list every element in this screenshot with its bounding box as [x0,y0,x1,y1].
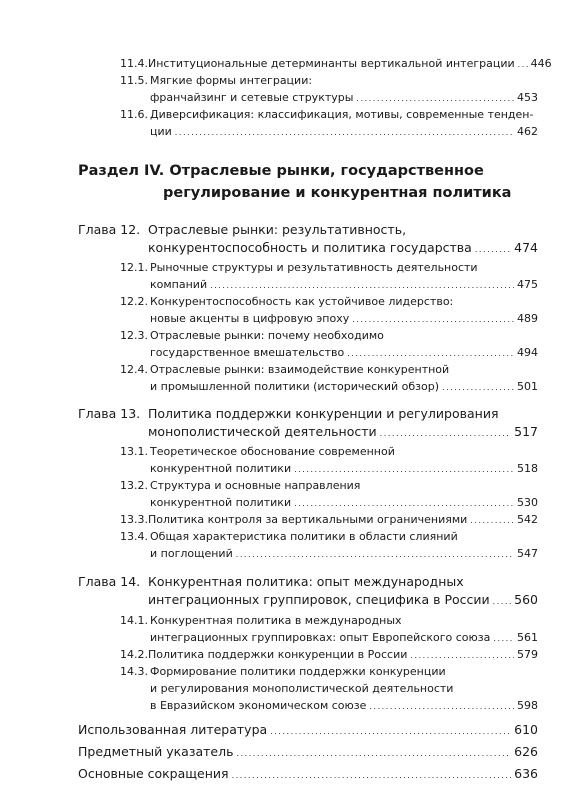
dot-leader [270,722,511,737]
entry-page: 530 [517,496,538,509]
section-title-line1: Раздел IV. Отраслевые рынки, государственное [78,163,484,179]
entry-page: 494 [517,346,538,359]
entry-page: 518 [517,462,538,475]
dot-leader [356,91,514,104]
toc-entry-12-2-cont[interactable] [150,312,538,325]
toc-entry-13-1-cont[interactable] [150,462,538,475]
entry-title: новые акценты в цифровую эпоху [150,312,350,325]
entry-title: Институциональные детерминанты вертикальной интеграции [148,57,515,70]
entry-page: 489 [517,312,538,325]
chapter-12-title[interactable]: Отраслевые рынки: результативность, [148,222,407,237]
chapter-14-title[interactable]: Конкурентная политика: опыт международных [148,574,464,589]
entry-title: ции [150,125,172,138]
entry-title: интеграционных группировках: опыт Европейского союза [150,631,491,644]
entry-title: Диверсификация: классификация, мотивы, современные тенден- [150,108,534,121]
chapter-title: монополистической деятельности [148,424,377,439]
toc-entry-14-3-cont1[interactable] [150,682,453,695]
chapter-14-title-cont[interactable] [148,592,538,607]
entry-page: 610 [514,722,538,737]
entry-title: Общая характеристика политики в области слияний [150,530,458,543]
chapter-title: конкурентоспособность и политика государства [148,240,472,255]
toc-entry-14-1-cont[interactable] [150,631,538,644]
section-title-line2: регулирование и конкурентная политика [163,185,512,201]
entry-title: Отраслевые рынки: почему необходимо [150,329,384,342]
toc-entry-12-1[interactable] [120,261,478,274]
entry-title: государственное вмешательство [150,346,345,359]
chapter-13-title[interactable]: Политика поддержки конкуренции и регулирования [148,406,499,421]
toc-entry-12-3[interactable] [120,329,384,342]
toc-entry-13-4[interactable] [120,530,458,543]
dot-leader [470,513,514,526]
chapter-12-title-cont[interactable] [148,240,538,255]
chapter-14-label: Глава 14. [78,574,141,589]
toc-entry-13-3[interactable] [120,513,538,526]
chapter-12-label: Глава 12. [78,222,141,237]
entry-number: 14.3. [120,665,148,678]
entry-title: Использованная литература [78,722,268,737]
entry-title: Конкурентоспособность как устойчивое лидерство: [150,295,454,308]
toc-entry-11-5-cont[interactable] [150,91,538,104]
entry-title: Основные сокращения [78,766,229,781]
toc-entry-12-4-cont[interactable] [150,380,538,393]
chapter-page: 474 [514,240,538,255]
entry-number: 12.3. [120,329,148,342]
dot-leader [518,57,528,70]
entry-title: и регулирования монополистической деятельности [150,682,454,695]
chapter-title: интеграционных группировок, специфика в России [148,592,490,607]
toc-entry-13-2[interactable] [120,479,360,492]
entry-number: 11.6. [120,108,148,121]
toc-entry-13-4-cont[interactable] [150,547,538,560]
entry-page: 462 [517,125,538,138]
entry-number: 12.2. [120,295,148,308]
entry-title: Рыночные структуры и результативность деятельности [150,261,478,274]
entry-number: 12.4. [120,363,148,376]
toc-entry-11-4[interactable] [120,57,552,70]
toc-end-abbreviations[interactable] [78,766,538,781]
toc-entry-11-6[interactable] [120,108,538,121]
toc-entry-11-5[interactable] [120,74,538,87]
dot-leader [475,240,511,255]
entry-page: 579 [517,648,538,661]
toc-entry-11-6-cont[interactable] [150,125,538,138]
entry-page: 501 [517,380,538,393]
entry-number: 13.1. [120,445,148,458]
toc-entry-12-2[interactable] [120,295,453,308]
entry-title: конкурентной политики [150,496,292,509]
dot-leader [210,278,514,291]
entry-title: Теоретическое обоснование современной [150,445,395,458]
entry-title: Мягкие формы интеграции: [150,74,313,87]
dot-leader [442,380,514,393]
entry-title: Формирование политики поддержки конкуренции [150,665,446,678]
dot-leader [493,592,512,607]
entry-page: 446 [530,57,552,70]
dot-leader [352,312,514,325]
entry-title: Конкурентная политика в международных [150,614,402,627]
toc-end-index[interactable] [78,744,538,759]
entry-page: 453 [517,91,538,104]
entry-page: 636 [514,766,538,781]
dot-leader [232,766,512,781]
dot-leader [380,424,512,439]
chapter-page: 517 [514,424,538,439]
dot-leader [236,547,514,560]
dot-leader [294,462,514,475]
toc-entry-14-3-cont2[interactable] [150,699,538,712]
chapter-13-title-cont[interactable] [148,424,538,439]
entry-title: компаний [150,278,208,291]
entry-title: и поглощений [150,547,233,560]
entry-number: 13.2. [120,479,148,492]
dot-leader [369,699,514,712]
entry-page: 475 [517,278,538,291]
entry-title: Отраслевые рынки: взаимодействие конкурентной [150,363,450,376]
dot-leader [410,648,514,661]
toc-entry-13-1[interactable] [120,445,395,458]
toc-entry-14-1[interactable] [120,614,402,627]
entry-title: Структура и основные направления [150,479,361,492]
dot-leader [236,744,511,759]
entry-page: 598 [517,699,538,712]
chapter-13-label: Глава 13. [78,406,141,421]
entry-title: франчайзинг и сетевые структуры [150,91,354,104]
entry-number: 12.1. [120,261,148,274]
toc-end-references[interactable] [78,722,538,737]
entry-number: 11.5. [120,74,148,87]
entry-title: Политика контроля за вертикальными ограничениями [148,513,468,526]
entry-title: конкурентной политики [150,462,292,475]
entry-number: 13.4. [120,530,148,543]
dot-leader [493,631,514,644]
chapter-page: 560 [514,592,538,607]
toc-entry-14-2[interactable] [120,648,538,661]
toc-entry-13-2-cont[interactable] [150,496,538,509]
entry-title: Предметный указатель [78,744,234,759]
dot-leader [347,346,514,359]
dot-leader [175,125,514,138]
entry-title: и промышленной политики (исторический обзор) [150,380,439,393]
toc-entry-12-3-cont[interactable] [150,346,538,359]
entry-page: 561 [517,631,538,644]
entry-page: 542 [517,513,538,526]
toc-entry-12-4[interactable] [120,363,449,376]
entry-number: 14.2. [120,648,148,661]
entry-page: 626 [514,744,538,759]
entry-number: 13.3. [120,513,148,526]
toc-entry-12-1-cont[interactable] [150,278,538,291]
entry-title: в Евразийском экономическом союзе [150,699,367,712]
entry-number: 11.4. [120,57,148,70]
entry-page: 547 [517,547,538,560]
entry-number: 14.1. [120,614,148,627]
toc-entry-14-3[interactable] [120,665,446,678]
entry-title: Политика поддержки конкуренции в России [148,648,408,661]
dot-leader [294,496,514,509]
